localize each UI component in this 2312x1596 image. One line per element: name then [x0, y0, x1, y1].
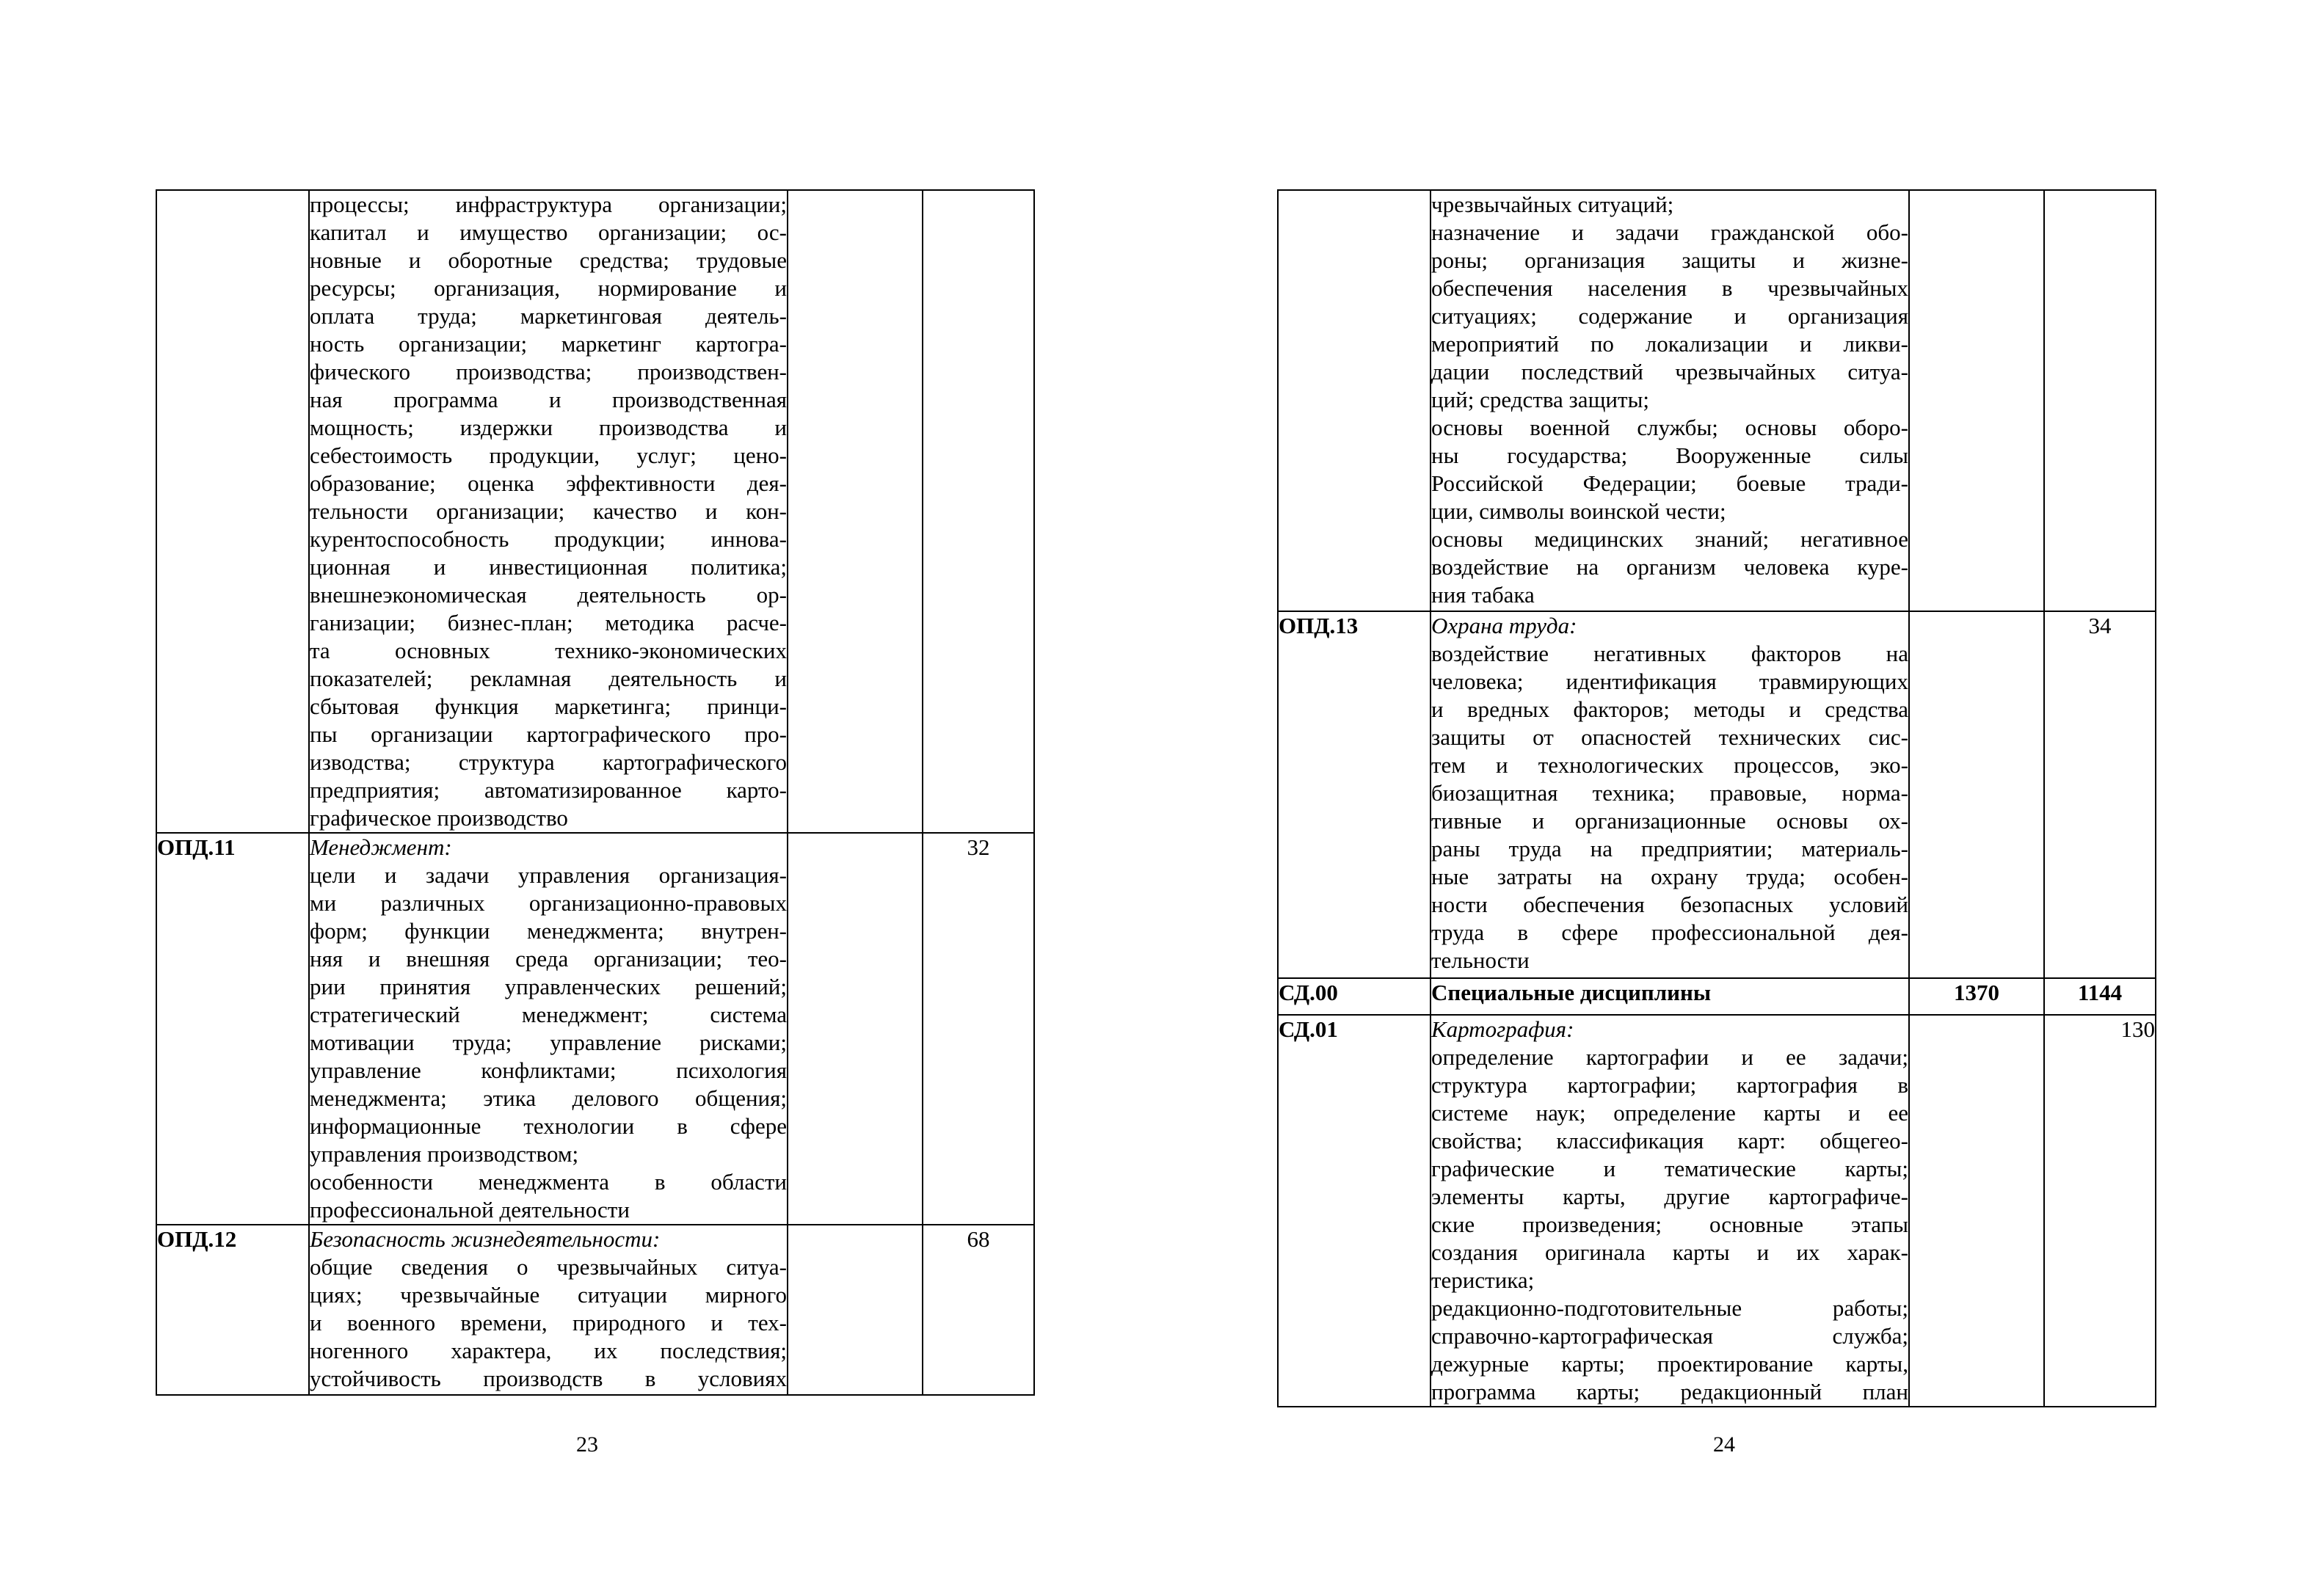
hours-total	[1909, 1015, 2044, 1407]
table-row	[156, 190, 1034, 833]
hours-total	[788, 1225, 923, 1395]
description-line: ногенного характера, их последствия;	[310, 1338, 787, 1363]
hours-total: 1370	[1909, 978, 2044, 1015]
table-row	[156, 833, 1034, 1225]
description-line: информационные технологии в сфере	[310, 1113, 787, 1139]
hours-class	[2044, 190, 2156, 611]
description-line: себестоимость продукции, услуг; цено-	[310, 442, 787, 468]
description-line: человека; идентификация травмирующих	[1431, 668, 1908, 694]
description-line: пы организации картографического про-	[310, 721, 787, 747]
description-line: программа карты; редакционный план	[1431, 1379, 1908, 1404]
discipline-code: ОПД.13	[1278, 611, 1431, 978]
description-line: ность организации; маркетинг картогра-	[310, 331, 787, 357]
description-line: мощность; издержки производства и	[310, 415, 787, 440]
discipline-code: СД.00	[1278, 978, 1431, 1015]
discipline-title: Менеджмент:	[310, 834, 452, 860]
description-line: капитал и имущество организации; ос-	[310, 219, 787, 245]
discipline-code: ОПД.11	[156, 833, 309, 1225]
description-line: свойства; классификация карт: общегео-	[1431, 1128, 1908, 1154]
table-row	[1278, 978, 2156, 1015]
table-row	[1278, 611, 2156, 978]
description-line: ционная и инвестиционная политика;	[310, 554, 787, 580]
description-line: менеджмента; этика делового общения;	[310, 1085, 787, 1111]
table-row	[1278, 190, 2156, 611]
discipline-description	[309, 833, 788, 1225]
description-line: циях; чрезвычайные ситуации мирного	[310, 1282, 787, 1308]
discipline-code: ОПД.12	[156, 1225, 309, 1395]
description-line: и военного времени, природного и тех-	[310, 1310, 787, 1336]
description-line: курентоспособность продукции; иннова-	[310, 526, 787, 552]
description-line: труда в сфере профессиональной дея-	[1431, 919, 1908, 945]
hours-class: 1144	[2044, 978, 2156, 1015]
description-line: тельности организации; качество и кон-	[310, 498, 787, 524]
description-line: профессиональной деятельности	[310, 1197, 630, 1222]
description-line: ции, символы воинской чести;	[1431, 498, 1726, 524]
description-line: управления производством;	[310, 1141, 579, 1167]
description-line: защиты от опасностей технических сис-	[1431, 724, 1908, 750]
description-line: справочно-картографическая служба;	[1431, 1323, 1908, 1349]
discipline-description	[1431, 190, 1909, 611]
description-line: тельности	[1431, 947, 1530, 973]
description-line: процессы; инфраструктура организации;	[310, 192, 787, 217]
description-line: ганизации; бизнес-план; методика расче-	[310, 610, 787, 635]
description-line: ские произведения; основные этапы	[1431, 1211, 1908, 1237]
hours-class: 34	[2044, 611, 2156, 978]
description-line: биозащитная техника; правовые, норма-	[1431, 780, 1908, 806]
discipline-title: Безопасность жизнедеятельности:	[310, 1226, 661, 1252]
description-line: устойчивость производств в условиях	[310, 1366, 787, 1391]
hours-total	[788, 833, 923, 1225]
description-line: ресурсы; организация, нормирование и	[310, 275, 787, 301]
page-right	[1156, 0, 2312, 1596]
description-line: редакционно-подготовительные работы;	[1431, 1295, 1908, 1321]
description-line: воздействие на организм человека куре-	[1431, 554, 1908, 580]
description-line: предприятия; автоматизированное карто-	[310, 777, 787, 803]
description-line: рии принятия управленческих решений;	[310, 974, 787, 999]
description-line: ций; средства защиты;	[1431, 387, 1650, 412]
discipline-title: Охрана труда:	[1431, 613, 1577, 638]
description-line: новные и оборотные средства; трудовые	[310, 247, 787, 273]
hours-total	[788, 190, 923, 833]
description-line: мотивации труда; управление рисками;	[310, 1030, 787, 1055]
description-line: графические и тематические карты;	[1431, 1156, 1908, 1181]
description-line: создания оригинала карты и их харак-	[1431, 1239, 1908, 1265]
description-line: определение картографии и ее задачи;	[1431, 1044, 1908, 1070]
table-row	[156, 1225, 1034, 1395]
table-row	[1278, 1015, 2156, 1407]
hours-class: 68	[923, 1225, 1034, 1395]
description-line: Российской Федерации; боевые тради-	[1431, 470, 1908, 496]
hours-class	[923, 190, 1034, 833]
discipline-description	[309, 1225, 788, 1395]
description-line: элементы карты, другие картографиче-	[1431, 1184, 1908, 1209]
description-line: назначение и задачи гражданской обо-	[1431, 219, 1908, 245]
description-line: цели и задачи управления организация-	[310, 862, 787, 888]
description-line: обеспечения населения в чрезвычайных	[1431, 275, 1908, 301]
hours-total	[1909, 190, 2044, 611]
description-line: системе наук; определение карты и ее	[1431, 1100, 1908, 1126]
curriculum-table	[1277, 189, 2156, 1407]
description-line: внешнеэкономическая деятельность ор-	[310, 582, 787, 608]
description-line: тем и технологических процессов, эко-	[1431, 752, 1908, 778]
description-line: управление конфликтами; психология	[310, 1057, 787, 1083]
description-line: оплата труда; маркетинговая деятель-	[310, 303, 787, 329]
description-line: показателей; рекламная деятельность и	[310, 666, 787, 691]
description-line: ны государства; Вооруженные силы	[1431, 442, 1908, 468]
discipline-code	[156, 190, 309, 833]
description-line: форм; функции менеджмента; внутрен-	[310, 918, 787, 944]
description-line: мероприятий по локализации и ликви-	[1431, 331, 1908, 357]
page-number: 24	[1713, 1432, 1735, 1457]
description-line: та основных технико-экономических	[310, 638, 787, 663]
description-line: основы медицинских знаний; негативное	[1431, 526, 1908, 552]
description-line: стратегический менеджмент; система	[310, 1002, 787, 1027]
description-line: изводства; структура картографического	[310, 749, 787, 775]
description-line: и вредных факторов; методы и средства	[1431, 696, 1908, 722]
description-line: ные затраты на охрану труда; особен-	[1431, 864, 1908, 889]
hours-total	[1909, 611, 2044, 978]
discipline-code: СД.01	[1278, 1015, 1431, 1407]
description-line: воздействие негативных факторов на	[1431, 641, 1908, 666]
discipline-description	[1431, 611, 1909, 978]
description-line: общие сведения о чрезвычайных ситуа-	[310, 1254, 787, 1280]
description-line: структура картографии; картография в	[1431, 1072, 1908, 1098]
description-line: ности обеспечения безопасных условий	[1431, 892, 1908, 917]
discipline-description	[1431, 978, 1909, 1015]
description-line: теристика;	[1431, 1267, 1535, 1293]
description-line: сбытовая функция маркетинга; принци-	[310, 693, 787, 719]
description-line: фического производства; производствен-	[310, 359, 787, 385]
discipline-title: Специальные дисциплины	[1431, 980, 1712, 1005]
discipline-title: Картография:	[1431, 1016, 1574, 1042]
hours-class: 32	[923, 833, 1034, 1225]
page-number: 23	[576, 1432, 598, 1457]
description-line: дации последствий чрезвычайных ситуа-	[1431, 359, 1908, 385]
description-line: ситуациях; содержание и организация	[1431, 303, 1908, 329]
description-line: ния табака	[1431, 582, 1535, 608]
description-line: тивные и организационные основы ох-	[1431, 808, 1908, 834]
curriculum-table	[156, 189, 1035, 1396]
description-line: ми различных организационно-правовых	[310, 890, 787, 916]
description-line: образование; оценка эффективности дея-	[310, 470, 787, 496]
description-line: раны труда на предприятии; материаль-	[1431, 836, 1908, 861]
discipline-code	[1278, 190, 1431, 611]
hours-class: 130	[2044, 1015, 2156, 1407]
description-line: основы военной службы; основы оборо-	[1431, 415, 1908, 440]
description-line: ная программа и производственная	[310, 387, 787, 412]
description-line: роны; организация защиты и жизне-	[1431, 247, 1908, 273]
description-line: графическое производство	[310, 805, 568, 831]
description-line: дежурные карты; проектирование карты,	[1431, 1351, 1908, 1377]
description-line: особенности менеджмента в области	[310, 1169, 787, 1195]
discipline-description	[1431, 1015, 1909, 1407]
description-line: чрезвычайных ситуаций;	[1431, 192, 1674, 217]
description-line: няя и внешняя среда организации; тео-	[310, 946, 787, 972]
discipline-description	[309, 190, 788, 833]
